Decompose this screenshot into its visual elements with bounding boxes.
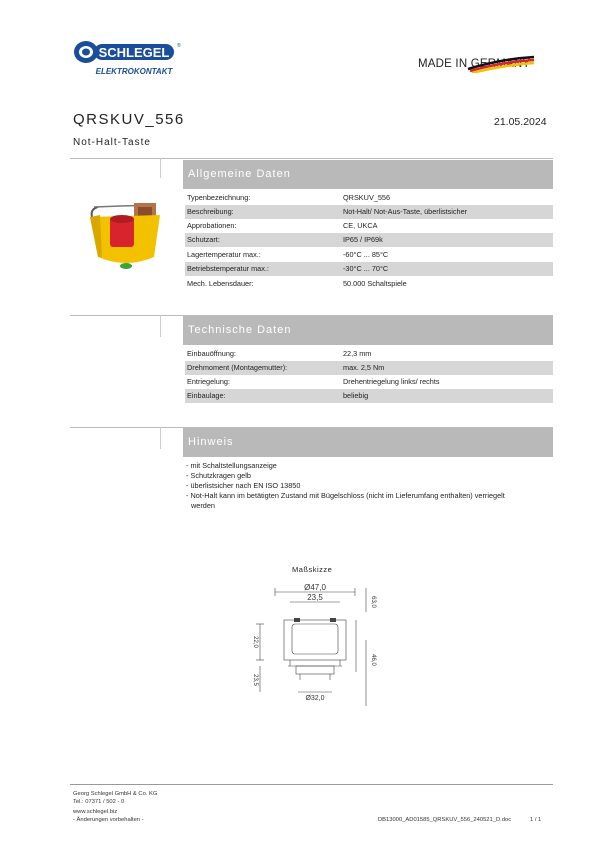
divider xyxy=(70,158,553,159)
footer-docref: DB13000_AD01585_QRSKUV_556_240521_D.doc xyxy=(378,817,512,823)
footer-company: Georg Schlegel GmbH & Co. KG xyxy=(73,791,158,797)
footer-contact xyxy=(73,790,157,824)
footer-web: www.schlegel.biz xyxy=(73,809,118,815)
row-key: Mech. Lebensdauer: xyxy=(187,279,254,288)
row-key: Beschreibung: xyxy=(187,207,234,216)
notes-list xyxy=(186,461,546,511)
dim-d3: Ø32,0 xyxy=(305,695,325,702)
row-key: Entriegelung: xyxy=(187,377,231,386)
table-row xyxy=(185,389,553,403)
section-heading-technical: Technische Daten xyxy=(183,316,553,345)
footer-tel: Tel.: 07371 / 502 - 0 xyxy=(73,799,125,805)
row-key: Drehmoment (Montagemutter): xyxy=(187,363,288,372)
table-row xyxy=(185,191,553,205)
drawing-title: Maßskizze xyxy=(292,565,333,574)
row-key: Einbauöffnung: xyxy=(187,349,236,358)
row-key: Typenbezeichnung: xyxy=(187,193,251,202)
divider xyxy=(160,315,161,337)
row-value: IP65 / IP69k xyxy=(343,235,383,244)
section-heading-notes: Hinweis xyxy=(183,428,553,457)
table-row xyxy=(185,248,553,262)
table-row xyxy=(185,219,553,233)
made-in-germany-label: MADE IN GERMANY xyxy=(418,58,531,70)
row-key: Betriebstemperatur max.: xyxy=(187,264,269,273)
document-subtitle: Not-Halt-Taste xyxy=(73,137,151,148)
product-image xyxy=(78,195,173,273)
footer-notice: - Änderungen vorbehalten - xyxy=(73,817,144,823)
row-key: Lagertemperatur max.: xyxy=(187,250,261,259)
row-value: 50.000 Schaltspiele xyxy=(343,279,407,288)
schlegel-logo xyxy=(72,38,182,78)
row-value: QRSKUV_556 xyxy=(343,193,391,202)
table-row xyxy=(185,277,553,291)
document-date: 21.05.2024 xyxy=(494,116,547,128)
row-key: Approbationen: xyxy=(187,221,237,230)
table-row xyxy=(185,347,553,361)
row-value: -60°C ... 85°C xyxy=(343,250,389,259)
dim-h1: 63,0 xyxy=(370,596,376,608)
divider xyxy=(70,784,553,785)
list-item: - Schutzkragen gelb xyxy=(186,471,251,480)
table-row xyxy=(185,375,553,389)
row-value: -30°C ... 70°C xyxy=(343,264,389,273)
row-value: max. 2,5 Nm xyxy=(343,363,385,372)
dim-h2: 22,0 xyxy=(252,636,258,648)
brand-text: SCHLEGEL xyxy=(98,45,170,60)
table-row xyxy=(185,262,553,276)
row-key: Schutzart: xyxy=(187,235,220,244)
brand-subtext: ELEKTROKONTAKT xyxy=(95,67,173,76)
list-item: - mit Schaltstellungsanzeige xyxy=(186,461,277,470)
row-value: 22,3 mm xyxy=(343,349,372,358)
row-value: Drehentriegelung links/ rechts xyxy=(343,377,440,386)
list-item: - Not-Halt kann im betätigten Zustand mit Bügelschloss (nicht im Lieferumfang enthalten) verriegelt xyxy=(186,491,505,500)
row-value: CE, UKCA xyxy=(343,221,378,230)
dim-d2: 23,5 xyxy=(307,593,323,602)
svg-text:®: ® xyxy=(177,43,181,49)
dim-d1: Ø47,0 xyxy=(304,583,326,592)
divider xyxy=(160,158,161,178)
table-row xyxy=(185,361,553,375)
footer-page: 1 / 1 xyxy=(530,817,542,823)
dimension-drawing xyxy=(248,580,383,710)
dim-h4: 23,5 xyxy=(252,674,258,686)
dim-h3: 46,0 xyxy=(370,654,376,666)
row-value: beliebig xyxy=(343,391,369,400)
divider xyxy=(160,427,161,449)
table-row xyxy=(185,233,553,247)
section-heading-general: Allgemeine Daten xyxy=(183,160,553,189)
row-key: Einbaulage: xyxy=(187,391,226,400)
row-value: Not-Halt/ Not-Aus-Taste, überlistsicher xyxy=(343,207,468,216)
list-item: werden xyxy=(191,501,215,510)
german-flag-swoosh-icon xyxy=(466,55,536,73)
list-item: - überlistsicher nach EN ISO 13850 xyxy=(186,481,301,490)
table-row xyxy=(185,205,553,219)
document-title: QRSKUV_556 xyxy=(73,111,185,128)
